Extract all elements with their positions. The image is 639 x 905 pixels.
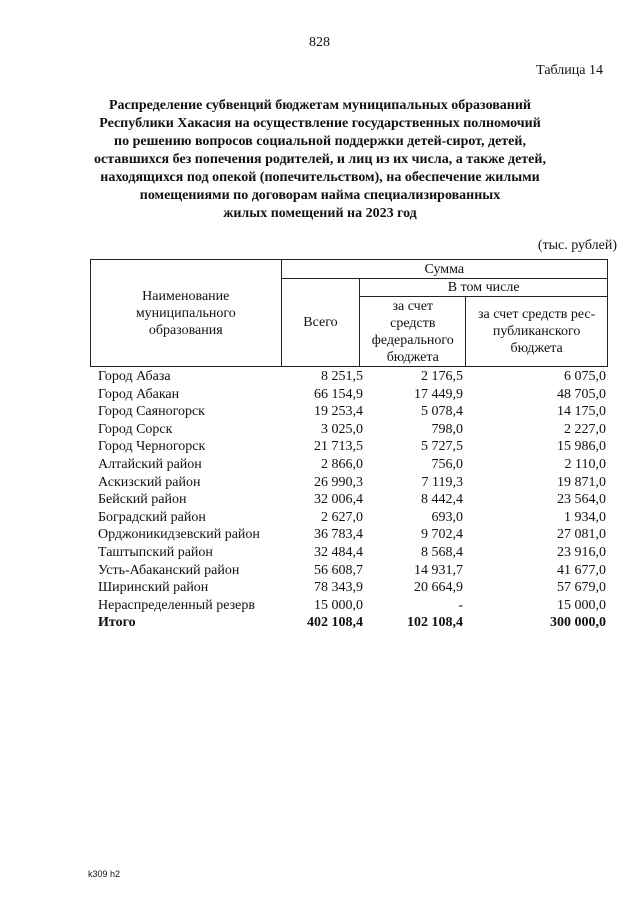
- row-republic: 41 677,0: [557, 562, 606, 578]
- title-line: находящихся под опекой (попечительством), на обеспечение жилыми: [100, 170, 540, 185]
- table-row: [98, 421, 613, 439]
- row-federal: 693,0: [431, 509, 463, 525]
- table-row: [98, 386, 613, 404]
- header-republic-line: бюджета: [510, 341, 563, 356]
- document-title: [80, 97, 560, 223]
- row-republic: 27 081,0: [557, 527, 606, 543]
- header-name-column: [91, 260, 282, 367]
- row-name: Город Абакан: [98, 386, 180, 402]
- row-name: Аскизский район: [98, 474, 201, 490]
- row-name: Алтайский район: [98, 456, 202, 472]
- row-name: Боградский район: [98, 509, 206, 525]
- row-name: Город Сорск: [98, 421, 173, 437]
- table-row: [98, 597, 613, 615]
- header-sum: Сумма: [281, 260, 607, 279]
- footer-code: k309 h2: [88, 869, 121, 879]
- table-row: [98, 509, 613, 527]
- row-republic: 14 175,0: [557, 404, 606, 420]
- title-line: Распределение субвенций бюджетам муниципальных образований: [109, 98, 531, 113]
- header-federal: [360, 297, 466, 367]
- table-row: [98, 544, 613, 562]
- title-line: по решению вопросов социальной поддержки детей-сирот, детей,: [114, 134, 526, 149]
- row-republic: 2 110,0: [564, 456, 606, 472]
- header-federal-line: федерального: [371, 332, 454, 348]
- units-note: (тыс. рублей): [537, 238, 617, 253]
- row-federal: 14 931,7: [414, 562, 463, 578]
- table-label: Таблица 14: [536, 63, 603, 78]
- header-federal-line: за счет: [392, 298, 434, 314]
- row-federal: 5 078,4: [421, 404, 463, 420]
- row-name: Город Черногорск: [98, 439, 206, 455]
- row-name: Ширинский район: [98, 580, 209, 596]
- table-row: [98, 526, 613, 544]
- row-federal: 8 442,4: [421, 492, 463, 508]
- row-total: 15 000,0: [314, 597, 363, 613]
- row-federal: 7 119,3: [421, 474, 463, 490]
- table-row: [98, 368, 613, 386]
- row-total: 19 253,4: [314, 404, 363, 420]
- header-name-line: образования: [148, 322, 223, 338]
- total-total: 402 108,4: [307, 615, 363, 631]
- row-total: 3 025,0: [321, 421, 363, 437]
- row-republic: 48 705,0: [557, 386, 606, 402]
- row-republic: 6 075,0: [564, 369, 606, 384]
- row-name: Нераспределенный резерв: [98, 597, 255, 613]
- title-line: жилых помещений на 2023 год: [223, 206, 417, 221]
- row-total: 21 713,5: [314, 439, 363, 455]
- header-republic-line: за счет средств рес-: [477, 307, 596, 322]
- row-republic: 57 679,0: [557, 580, 606, 596]
- row-total: 66 154,9: [314, 386, 363, 402]
- table-row: [98, 562, 613, 580]
- row-federal: -: [458, 597, 463, 613]
- row-republic: 15 986,0: [557, 439, 606, 455]
- header-name-line: муниципального: [135, 305, 236, 321]
- row-total: 56 608,7: [314, 562, 363, 578]
- row-name: Город Саяногорск: [98, 404, 205, 420]
- title-line: оставшихся без попечения родителей, и лиц из их числа, а также детей,: [94, 152, 546, 167]
- page-number: 828: [309, 35, 330, 50]
- header-federal-line: средств: [390, 315, 436, 331]
- title-line: помещениями по договорам найма специализированных: [139, 188, 501, 203]
- row-total: 2 866,0: [321, 456, 363, 472]
- row-total: 32 006,4: [314, 492, 363, 508]
- total-row: [98, 614, 613, 632]
- row-republic: 15 000,0: [557, 597, 606, 613]
- row-republic: 2 227,0: [564, 421, 606, 437]
- header-republic: [466, 297, 608, 367]
- row-federal: 756,0: [431, 456, 463, 472]
- row-federal: 798,0: [431, 421, 463, 437]
- row-name: Бейский район: [98, 492, 187, 508]
- row-total: 26 990,3: [314, 474, 363, 490]
- row-federal: 17 449,9: [414, 386, 463, 402]
- table-row: [98, 456, 613, 474]
- row-name: Орджоникидзевский район: [98, 527, 260, 543]
- row-republic: 23 564,0: [557, 492, 606, 508]
- row-republic: 1 934,0: [564, 509, 606, 525]
- row-federal: 20 664,9: [414, 580, 463, 596]
- table-body: [98, 368, 613, 632]
- table-row: [98, 579, 613, 597]
- title-line: Республики Хакасия на осуществление государственных полномочий: [99, 116, 541, 131]
- header-federal-line: бюджета: [386, 349, 439, 365]
- total-federal: 102 108,4: [407, 615, 463, 631]
- row-total: 36 783,4: [314, 527, 363, 543]
- row-total: 8 251,5: [321, 369, 363, 384]
- table-row: [98, 403, 613, 421]
- table-row: [98, 438, 613, 456]
- row-federal: 2 176,5: [421, 369, 463, 384]
- table-header: [90, 259, 608, 367]
- row-republic: 19 871,0: [557, 474, 606, 490]
- row-name: Усть-Абаканский район: [98, 562, 240, 578]
- total-name: Итого: [98, 615, 136, 631]
- row-total: 2 627,0: [321, 509, 363, 525]
- header-including: В том числе: [360, 279, 608, 297]
- header-total: Всего: [281, 279, 360, 367]
- header-republic-line: публиканского: [492, 324, 581, 339]
- row-federal: 9 702,4: [421, 527, 463, 543]
- row-federal: 5 727,5: [421, 439, 463, 455]
- row-total: 32 484,4: [314, 544, 363, 560]
- table-row: [98, 491, 613, 509]
- table-row: [98, 474, 613, 492]
- row-name: Таштыпский район: [98, 544, 213, 560]
- row-name: Город Абаза: [98, 369, 171, 384]
- header-name-line: Наименование: [142, 288, 230, 304]
- row-republic: 23 916,0: [557, 544, 606, 560]
- row-federal: 8 568,4: [421, 544, 463, 560]
- row-total: 78 343,9: [314, 580, 363, 596]
- total-republic: 300 000,0: [550, 615, 606, 631]
